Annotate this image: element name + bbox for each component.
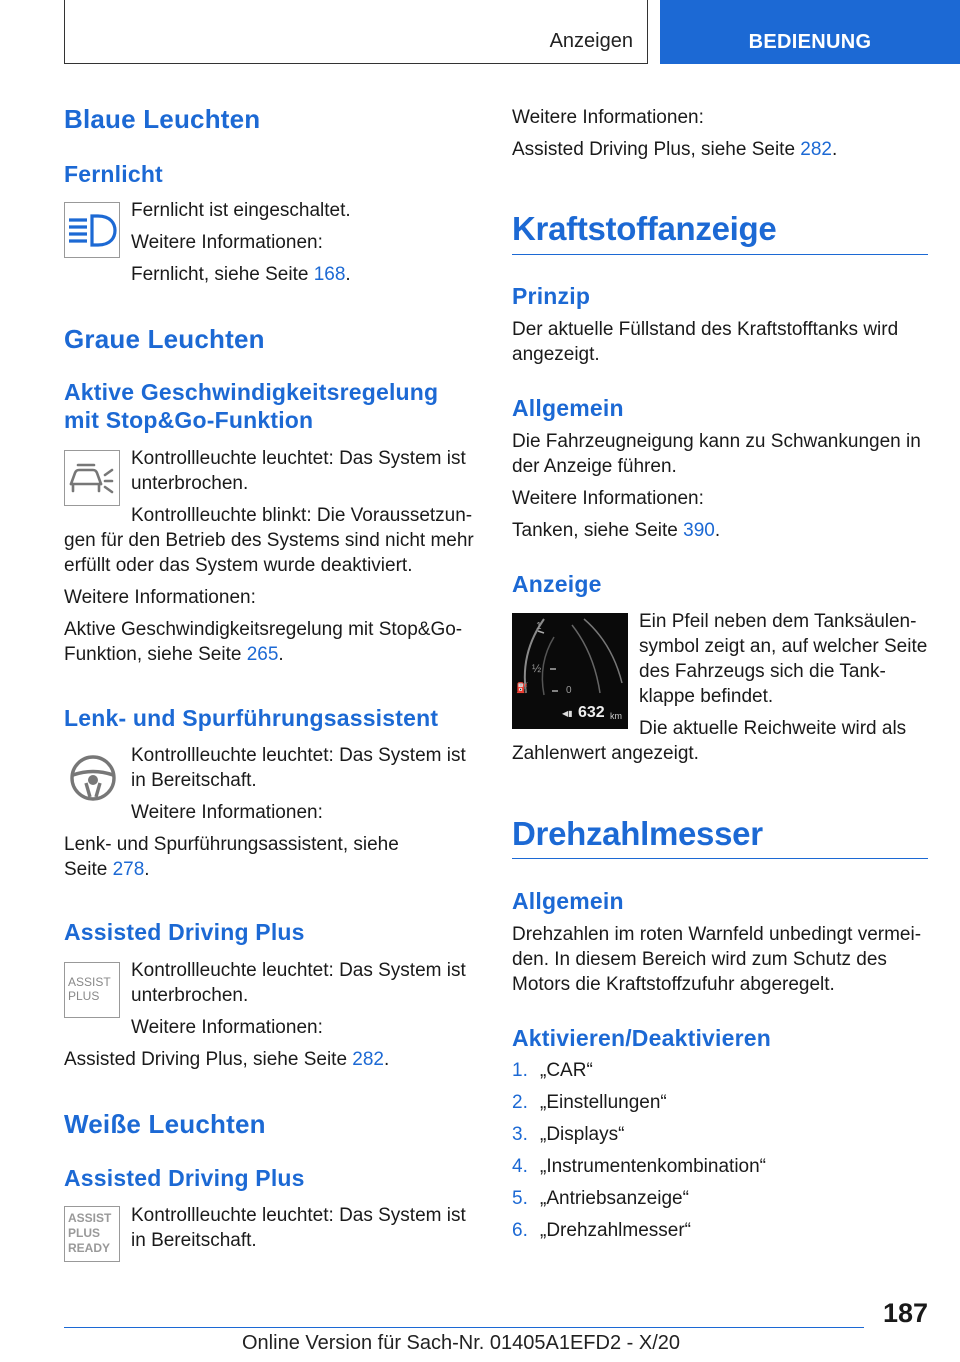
lenk-ref-text: Seite xyxy=(64,859,113,880)
adp-grey-ref-text: Assisted Driving Plus, siehe Seite xyxy=(64,1049,353,1070)
assist-plus-ready-icon xyxy=(64,1206,120,1262)
right-top-ref-suffix: . xyxy=(832,139,838,160)
right-top-info: Weitere Informationen: xyxy=(512,107,704,128)
lenk-p1-line2: in Bereitschaft. xyxy=(131,770,257,791)
step-text: „Displays“ xyxy=(540,1124,625,1145)
right-top-ref xyxy=(512,137,837,162)
step-number: 2. xyxy=(512,1092,528,1113)
acc-p1-line1: Kontrollleuchte leuchtet: Das System ist xyxy=(131,448,466,469)
prinzip-line2: angezeigt. xyxy=(512,344,600,365)
drehzahlmesser-rule xyxy=(512,858,928,859)
allgemein2-line3: Motors die Kraftstoffzufuhr abgeregelt. xyxy=(512,974,835,995)
step-text: „CAR“ xyxy=(540,1060,593,1081)
heading-fernlicht: Fernlicht xyxy=(64,161,163,187)
anzeige-p1-line1: Ein Pfeil neben dem Tanksäulen- xyxy=(639,611,917,632)
acc-ref-text: Funktion, siehe Seite xyxy=(64,644,247,665)
page-number: 187 xyxy=(882,1298,928,1328)
allgemein1-info: Weitere Informationen: xyxy=(512,488,704,509)
allgemein2-line2: den. In diesem Bereich wird zum Schutz des xyxy=(512,949,887,970)
heading-lenk: Lenk- und Spurführungsassistent xyxy=(64,705,439,731)
heading-blaue-leuchten: Blaue Leuchten xyxy=(64,104,261,134)
adp-grey-ref xyxy=(64,1047,389,1072)
acc-page-link[interactable]: 265 xyxy=(246,644,279,665)
adp-grey-p1-line2: unterbrochen. xyxy=(131,985,249,1006)
acc-ref-line1: Aktive Geschwindigkeitsregelung mit Stop&Go- xyxy=(64,619,463,640)
lenk-ref-line2 xyxy=(64,857,150,882)
step-number: 5. xyxy=(512,1188,528,1209)
anzeige-p2-line2: Zahlenwert angezeigt. xyxy=(512,743,699,764)
acc-p2-line3: erfüllt oder das System wurde deaktiviert. xyxy=(64,555,413,576)
adp-white-p1-line1: Kontrollleuchte leuchtet: Das System ist xyxy=(131,1205,466,1226)
heading-adp-grey: Assisted Driving Plus xyxy=(64,919,305,945)
fuel-gauge-full-mark: 1 xyxy=(536,621,542,632)
allgemein1-line1: Die Fahrzeugneigung kann zu Schwankungen in xyxy=(512,431,921,452)
heading-drehzahlmesser: Drehzahlmesser xyxy=(512,815,763,852)
high-beam-icon xyxy=(64,202,120,258)
cruise-control-icon xyxy=(64,450,120,506)
aktivieren-steps-list xyxy=(512,1060,766,1252)
prinzip-line1: Der aktuelle Füllstand des Kraftstofftanks wird xyxy=(512,319,899,340)
footer-text: Online Version für Sach-Nr. 01405A1EFD2 - X/20 xyxy=(242,1332,681,1354)
assist-plus-icon xyxy=(64,962,120,1018)
heading-prinzip: Prinzip xyxy=(512,283,591,309)
acc-p2-line2: gen für den Betrieb des Systems sind nicht mehr xyxy=(64,530,474,551)
assist-plus-ready-icon-line3: READY xyxy=(68,1241,111,1255)
fuel-pump-icon: ⛽ xyxy=(516,683,529,694)
heading-allgemein-2: Allgemein xyxy=(512,888,624,914)
heading-acc-line2: mit Stop&Go-Funktion xyxy=(64,407,314,433)
right-top-page-link[interactable]: 282 xyxy=(800,139,832,160)
step-text: „Drehzahlmesser“ xyxy=(540,1220,691,1241)
allgemein2-line1: Drehzahlen im roten Warnfeld unbedingt vermei- xyxy=(512,924,922,945)
lenk-ref-suffix: . xyxy=(144,859,150,880)
lenk-p1-line1: Kontrollleuchte leuchtet: Das System ist xyxy=(131,745,466,766)
list-item xyxy=(512,1124,766,1156)
heading-kraftstoffanzeige: Kraftstoffanzeige xyxy=(512,210,777,247)
fuel-gauge-image xyxy=(512,613,628,729)
heading-allgemein-1: Allgemein xyxy=(512,395,624,421)
header-chapter-tab: BEDIENUNG xyxy=(660,0,960,64)
fernlicht-text-1: Fernlicht ist eingeschaltet. xyxy=(131,200,351,221)
list-item xyxy=(512,1156,766,1188)
step-number: 3. xyxy=(512,1124,528,1145)
anzeige-p1-line4: klappe befindet. xyxy=(639,686,774,707)
adp-grey-ref-suffix: . xyxy=(384,1049,390,1070)
acc-p1-line2: unterbrochen. xyxy=(131,473,249,494)
fernlicht-text-2: Weitere Informationen: xyxy=(131,232,323,253)
anzeige-p1-line2: symbol zeigt an, auf welcher Seite xyxy=(639,636,928,657)
allgemein1-ref-suffix: . xyxy=(714,520,721,541)
list-item xyxy=(512,1188,766,1220)
step-number: 1. xyxy=(512,1060,528,1081)
lenk-ref-line1: Lenk- und Spurführungsassistent, siehe xyxy=(64,834,399,855)
list-item xyxy=(512,1220,766,1252)
acc-ref-line2 xyxy=(64,642,284,667)
step-text: „Einstellungen“ xyxy=(540,1092,667,1113)
heading-weisse-leuchten: Weiße Leuchten xyxy=(64,1109,266,1139)
allgemein1-ref xyxy=(512,518,720,543)
adp-grey-info: Weitere Informationen: xyxy=(131,1017,323,1038)
steering-wheel-icon xyxy=(64,748,120,804)
step-number: 6. xyxy=(512,1220,528,1241)
acc-p2-line1: Kontrollleuchte blinkt: Die Voraussetzun- xyxy=(131,505,473,526)
heading-adp-white: Assisted Driving Plus xyxy=(64,1165,305,1191)
fernlicht-page-link[interactable]: 168 xyxy=(313,264,346,285)
adp-grey-page-link[interactable]: 282 xyxy=(352,1049,384,1070)
list-item xyxy=(512,1092,766,1124)
adp-grey-p1-line1: Kontrollleuchte leuchtet: Das System ist xyxy=(131,960,466,981)
fuel-side-arrow-icon: ◀▮ xyxy=(562,709,573,718)
step-text: „Instrumentenkombination“ xyxy=(540,1156,766,1177)
allgemein1-page-link[interactable]: 390 xyxy=(683,520,715,541)
range-value: 632 xyxy=(578,704,605,721)
assist-plus-icon-line2: PLUS xyxy=(68,989,100,1003)
fuel-gauge-half-mark: ½ xyxy=(532,663,542,675)
heading-aktivieren: Aktivieren/Deaktivieren xyxy=(512,1025,772,1051)
fernlicht-ref-suffix: . xyxy=(345,264,351,285)
footer-rule xyxy=(64,1327,864,1328)
lenk-info: Weitere Informationen: xyxy=(131,802,323,823)
assist-plus-icon-line1: ASSIST xyxy=(68,975,111,989)
anzeige-p1-line3: des Fahrzeugs sich die Tank- xyxy=(639,661,886,682)
assist-plus-ready-icon-line1: ASSIST xyxy=(68,1211,112,1225)
fernlicht-ref-text: Fernlicht, siehe Seite xyxy=(131,264,314,285)
list-item xyxy=(512,1060,766,1092)
anzeige-p2-line1: Die aktuelle Reichweite wird als xyxy=(639,718,907,739)
fernlicht-ref xyxy=(131,262,351,287)
acc-ref-suffix: . xyxy=(278,644,284,665)
right-top-ref-text: Assisted Driving Plus, siehe Seite xyxy=(512,139,801,160)
lenk-page-link[interactable]: 278 xyxy=(112,859,145,880)
acc-info: Weitere Informationen: xyxy=(64,587,256,608)
fuel-gauge-empty-mark: 0 xyxy=(566,685,572,696)
step-text: „Antriebsanzeige“ xyxy=(540,1188,689,1209)
step-number: 4. xyxy=(512,1156,528,1177)
assist-plus-ready-icon-line2: PLUS xyxy=(68,1226,101,1240)
heading-anzeige: Anzeige xyxy=(512,571,602,597)
header-section-box xyxy=(64,0,648,64)
allgemein1-line2: der Anzeige führen. xyxy=(512,456,677,477)
heading-graue-leuchten: Graue Leuchten xyxy=(64,324,265,354)
kraftstoffanzeige-rule xyxy=(512,254,928,255)
adp-white-p1-line2: in Bereitschaft. xyxy=(131,1230,257,1251)
allgemein1-ref-text: Tanken, siehe Seite xyxy=(512,520,684,541)
range-unit: km xyxy=(610,711,622,721)
heading-acc-line1: Aktive Geschwindigkeitsregelung xyxy=(64,379,439,405)
header-section-title: Anzeigen xyxy=(549,30,633,52)
